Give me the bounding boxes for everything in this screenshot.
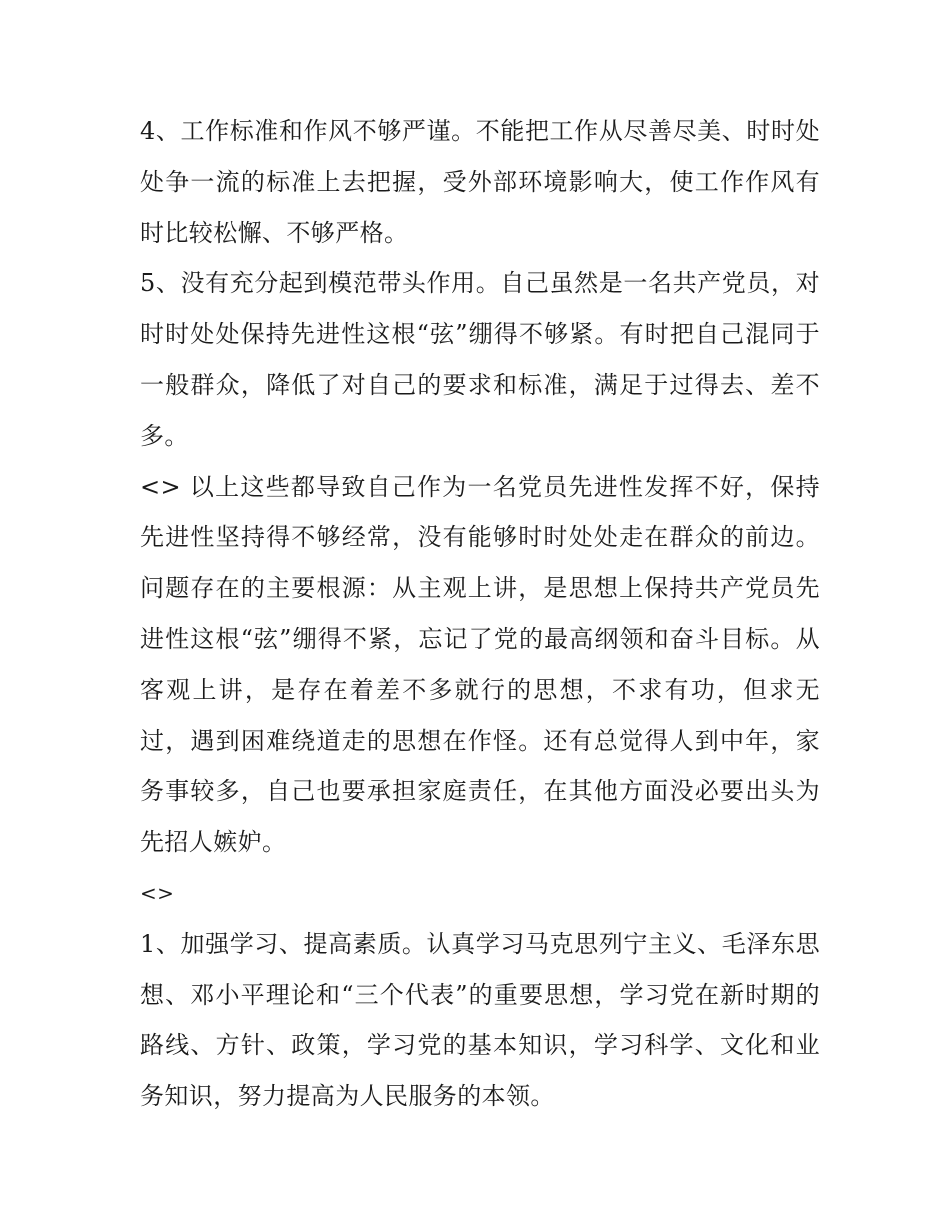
paragraph-summary: <> 以上这些都导致自己作为一名党员先进性发挥不好，保持先进性坚持得不够经常，没有能够时时处处走在群众的前边。问题存在的主要根源：从主观上讲，是思想上保持共产党员先进性这根“弦”绷得不紧，忘记了党的最高纲领和奋斗目标。从客观上讲，是存在着差不多就行的思想，不求有功，但求无过，遇到困难绕道走的思想在作怪。还有总觉得人到中年，家务事较多，自己也要承担家庭责任，在其他方面没必要出头为先招人嫉妒。 (140, 472, 820, 857)
document-page (140, 106, 820, 1122)
paragraph-item-5: 5、没有充分起到模范带头作用。自己虽然是一名共产党员，对时时处处保持先进性这根“弦”绷得不够紧。有时把自己混同于一般群众，降低了对自己的要求和标准，满足于过得去、差不多。 (140, 269, 820, 450)
paragraph-item-4: 4、工作标准和作风不够严谨。不能把工作从尽善尽美、时时处处争一流的标准上去把握，受外部环境影响大，使工作作风有时比较松懈、不够严格。 (140, 117, 820, 247)
paragraph-marker: <> (140, 880, 175, 905)
paragraph-item-1: 1、加强学习、提高素质。认真学习马克思列宁主义、毛泽东思想、邓小平理论和“三个代表”的重要思想，学习党在新时期的路线、方针、政策，学习党的基本知识，学习科学、文化和业务知识，努力提高为人民服务的本领。 (140, 929, 820, 1111)
